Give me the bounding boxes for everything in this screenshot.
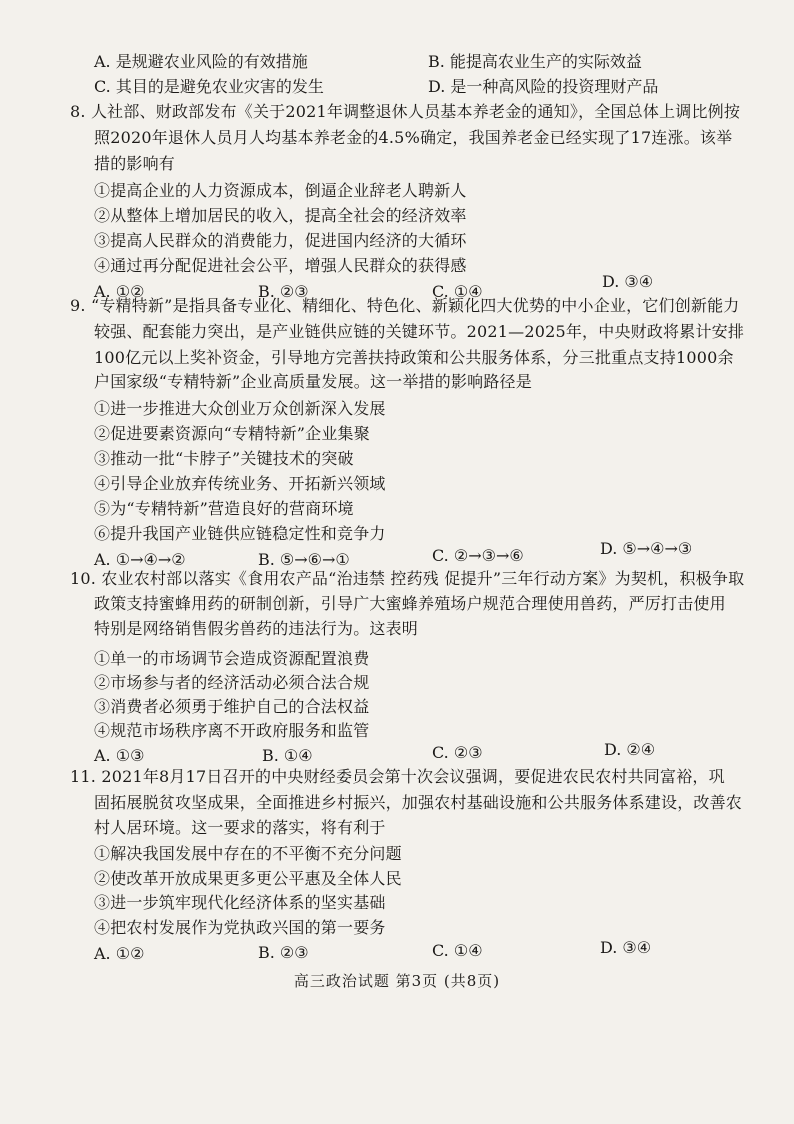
q9-item: ②促进要素资源向“专精特新”企业集聚 — [94, 424, 370, 443]
q9-stem-line: 9. “专精特新”是指具备专业化、精细化、特色化、新颖化四大优势的中小企业，它们创新能力 — [70, 296, 740, 315]
q9-option-a: A. ①→④→② — [94, 550, 186, 569]
q11-item: ③进一步筑牢现代化经济体系的坚实基础 — [94, 893, 386, 912]
q7-option-c: C. 其目的是避免农业灾害的发生 — [94, 77, 324, 96]
q11-option-c: C. ①④ — [432, 941, 483, 960]
q10-item: ④规范市场秩序离不开政府服务和监管 — [94, 721, 370, 740]
q10-option-d: D. ②④ — [604, 740, 656, 759]
q9-option-b: B. ⑤→⑥→① — [258, 550, 350, 569]
q11-option-a: A. ①② — [94, 944, 145, 963]
q11-stem-line: 固拓展脱贫攻坚成果，全面推进乡村振兴，加强农村基础设施和公共服务体系建设，改善农 — [94, 793, 743, 812]
q11-item: ②使改革开放成果更多更公平惠及全体人民 — [94, 869, 402, 888]
q8-option-d: D. ③④ — [602, 272, 654, 291]
q8-option-c: C. ①④ — [432, 282, 483, 301]
q7-option-d: D. 是一种高风险的投资理财产品 — [428, 77, 659, 96]
q10-item: ①单一的市场调节会造成资源配置浪费 — [94, 649, 370, 668]
q9-stem-line: 较强、配套能力突出，是产业链供应链的关键环节。2021—2025年，中央财政将累计安排 — [94, 322, 745, 341]
q11-item: ①解决我国发展中存在的不平衡不充分问题 — [94, 844, 402, 863]
q8-item: ③提高人民群众的消费能力，促进国内经济的大循环 — [94, 231, 467, 250]
q9-option-d: D. ⑤→④→③ — [600, 539, 693, 558]
q7-option-b: B. 能提高农业生产的实际效益 — [428, 52, 642, 71]
q7-option-a: A. 是规避农业风险的有效措施 — [94, 52, 308, 71]
q8-stem-line: 8. 人社部、财政部发布《关于2021年调整退休人员基本养老金的通知》，全国总体上调比例按 — [70, 102, 741, 121]
q8-item: ①提高企业的人力资源成本，倒逼企业辞老人聘新人 — [94, 181, 467, 200]
q9-item: ④引导企业放弃传统业务、开拓新兴领域 — [94, 474, 386, 493]
q10-stem-line: 10. 农业农村部以落实《食用农产品“治违禁 控药残 促提升”三年行动方案》为契机，积极争取 — [70, 569, 745, 588]
q8-item: ④通过再分配促进社会公平，增强人民群众的获得感 — [94, 256, 467, 275]
page-footer: 高三政治试题 第3页 (共8页) — [293, 972, 501, 990]
q9-item: ①进一步推进大众创业万众创新深入发展 — [94, 399, 386, 418]
q8-item: ②从整体上增加居民的收入，提高全社会的经济效率 — [94, 206, 467, 225]
q11-option-d: D. ③④ — [600, 938, 652, 957]
q9-item: ③推动一批“卡脖子”关键技术的突破 — [94, 449, 354, 468]
q11-option-b: B. ②③ — [258, 943, 309, 962]
q11-item: ④把农村发展作为党执政兴国的第一要务 — [94, 918, 386, 937]
q10-option-a: A. ①③ — [94, 746, 145, 765]
q10-option-b: B. ①④ — [262, 746, 313, 765]
q9-stem-line: 户国家级“专精特新”企业高质量发展。这一举措的影响路径是 — [94, 372, 532, 391]
q8-stem-line: 照2020年退休人员月人均基本养老金的4.5%确定，我国养老金已经实现了17连涨。该举 — [94, 128, 733, 147]
q10-item: ③消费者必须勇于维护自己的合法权益 — [94, 697, 370, 716]
q10-option-c: C. ②③ — [432, 743, 483, 762]
q10-item: ②市场参与者的经济活动必须合法合规 — [94, 673, 370, 692]
q11-stem-line: 11. 2021年8月17日召开的中央财经委员会第十次会议强调，要促进农民农村共同富裕，巩 — [70, 767, 725, 786]
q8-option-a: A. ①② — [94, 282, 145, 301]
q8-stem-line: 措的影响有 — [94, 154, 176, 173]
q10-stem-line: 政策支持蜜蜂用药的研制创新，引导广大蜜蜂养殖场户规范合理使用兽药，严厉打击使用 — [94, 594, 726, 613]
q11-stem-line: 村人居环境。这一要求的落实，将有利于 — [94, 818, 386, 837]
q9-option-c: C. ②→③→⑥ — [432, 546, 524, 565]
q8-option-b: B. ②③ — [258, 282, 309, 301]
q9-stem-line: 100亿元以上奖补资金，引导地方完善扶持政策和公共服务体系，分三批重点支持1000余 — [94, 348, 734, 367]
q10-stem-line: 特别是网络销售假劣兽药的违法行为。这表明 — [94, 619, 419, 638]
q9-item: ⑥提升我国产业链供应链稳定性和竞争力 — [94, 524, 386, 543]
q9-item: ⑤为“专精特新”营造良好的营商环境 — [94, 499, 354, 518]
